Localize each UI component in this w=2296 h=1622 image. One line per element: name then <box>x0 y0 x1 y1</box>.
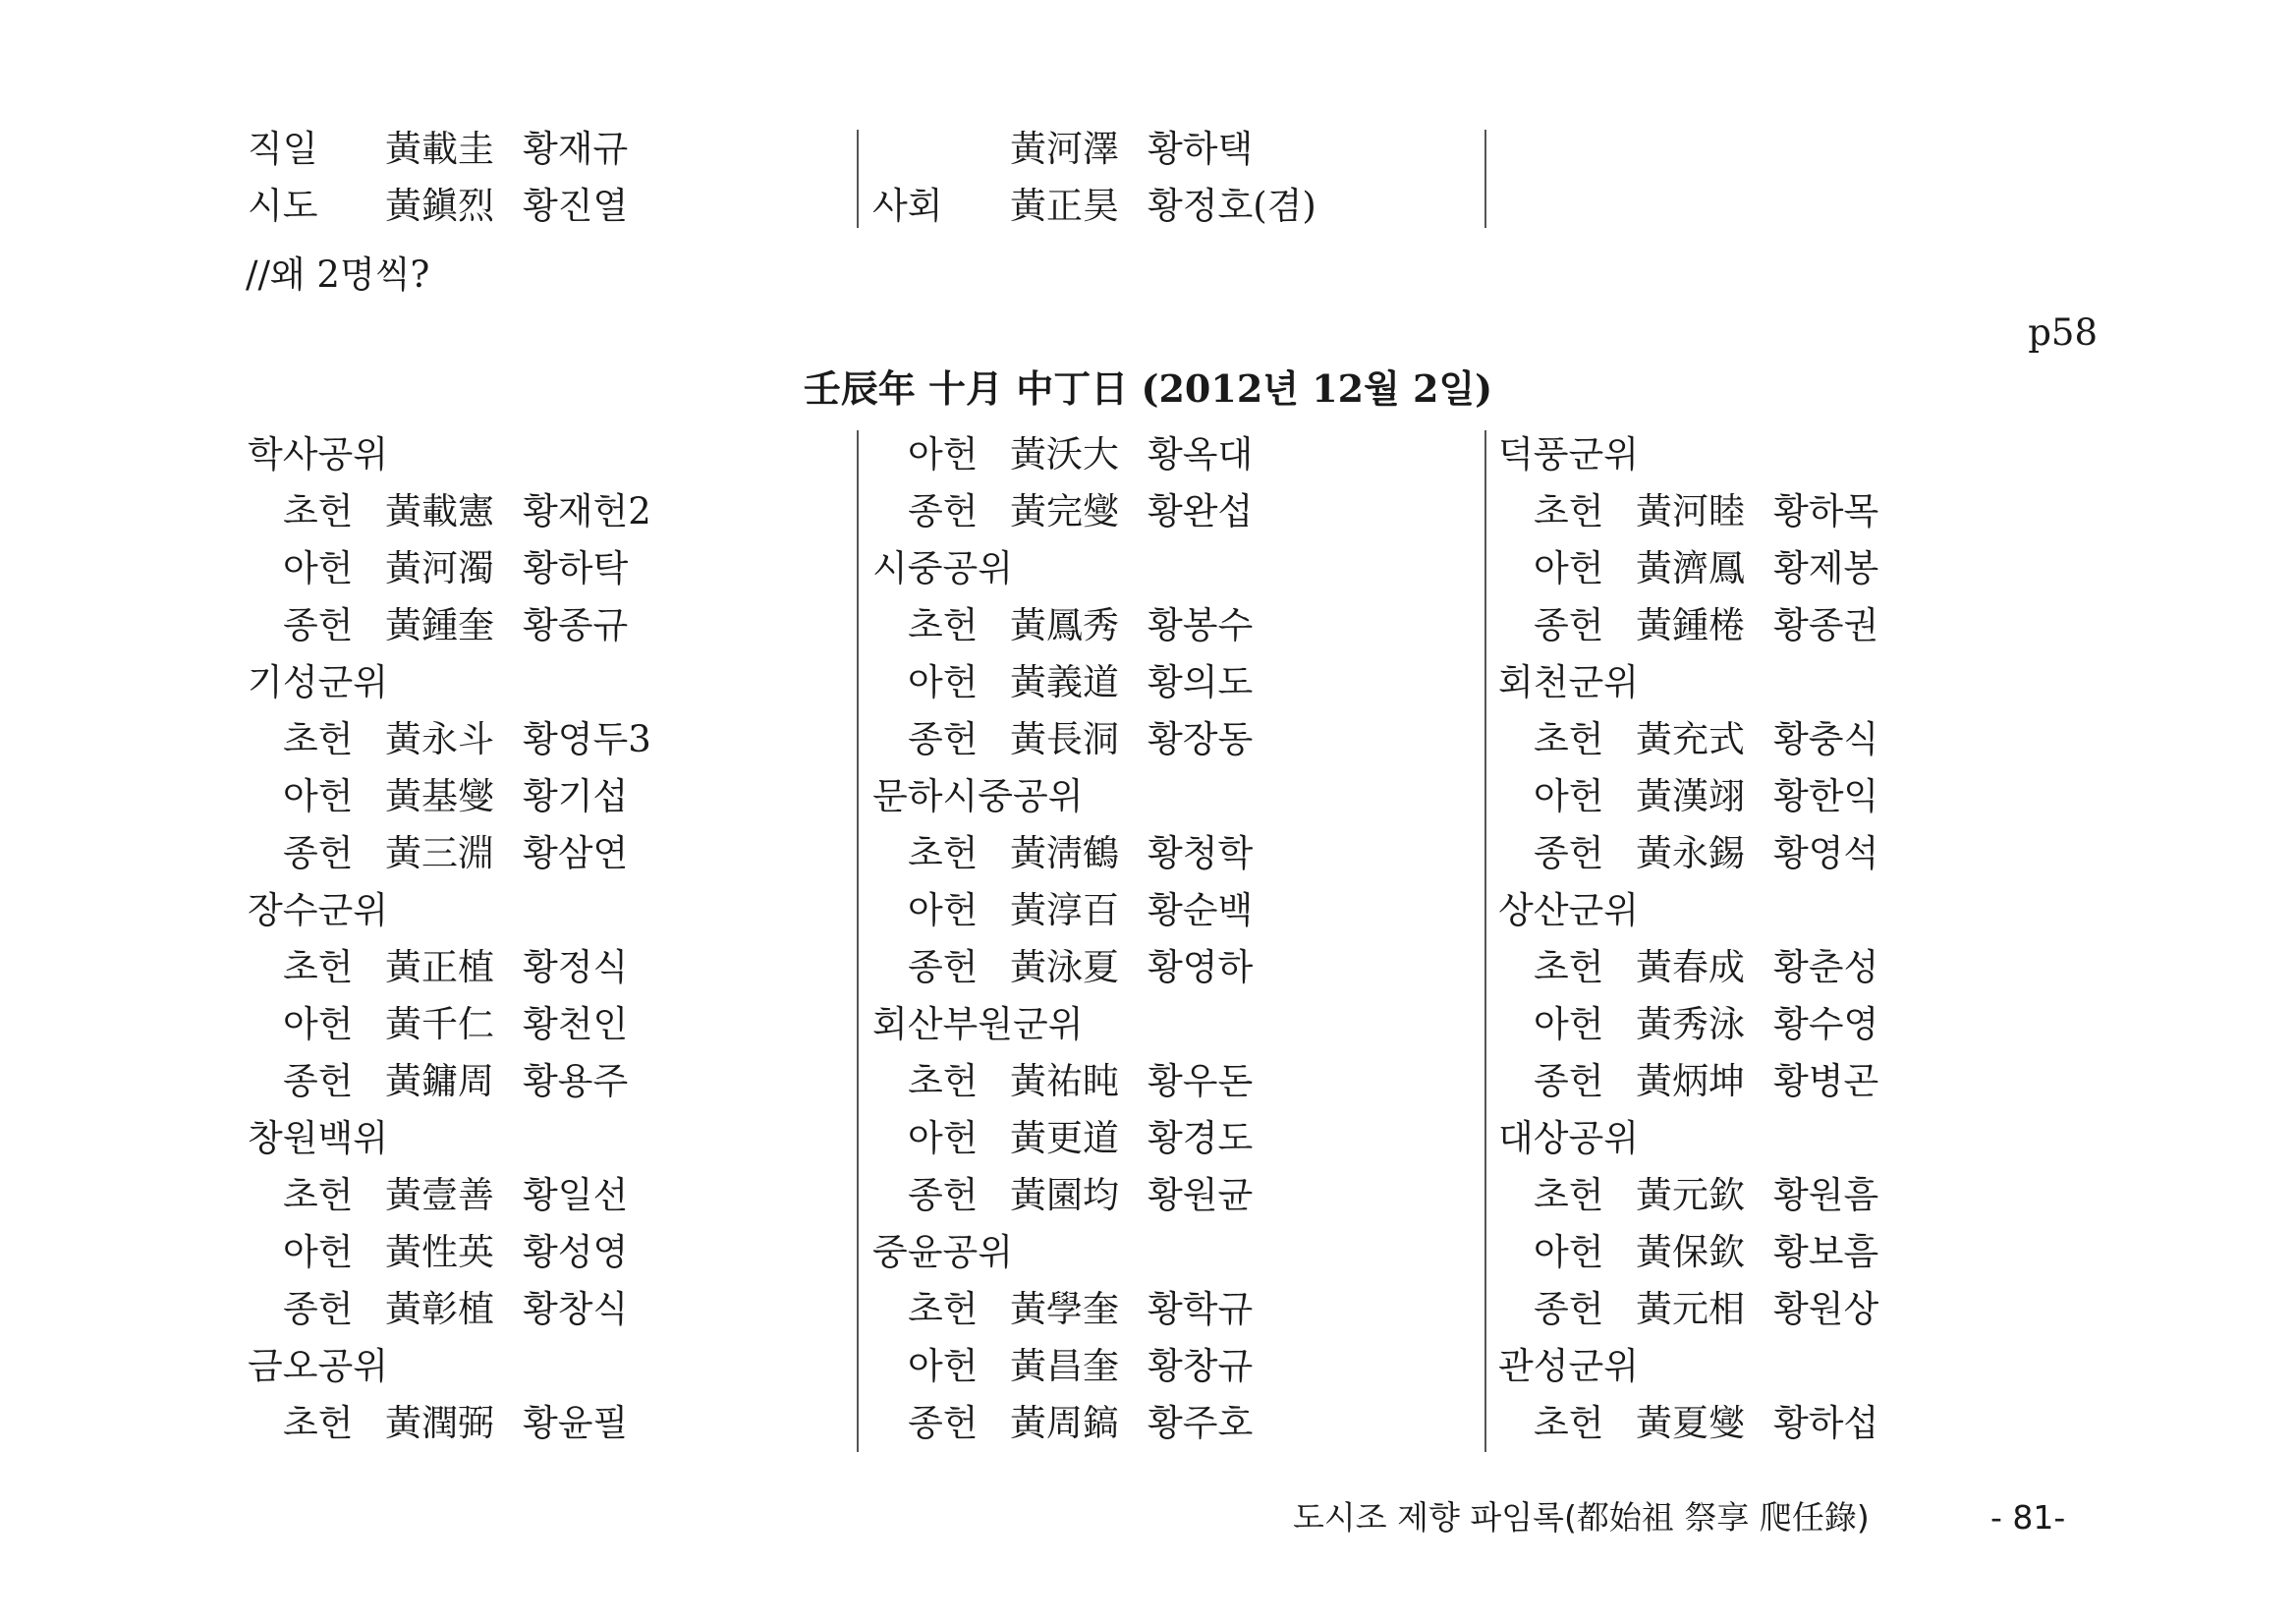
officiant-entry <box>1498 711 2088 768</box>
officiant-entry <box>872 711 1462 768</box>
group-label: 문하시중공위 <box>872 775 1084 817</box>
hangul-name: 황하탁 <box>523 547 629 589</box>
role-label: 초헌 <box>908 1060 979 1102</box>
hanja-name: 黃基燮 <box>385 775 494 817</box>
group-label: 창원백위 <box>248 1117 388 1159</box>
shrine-group-heading <box>1498 882 2088 939</box>
officiant-entry <box>872 1053 1462 1110</box>
role-label: 종헌 <box>908 490 979 532</box>
group-label: 중윤공위 <box>872 1231 1013 1273</box>
officiant-entry <box>1498 1395 2088 1452</box>
role-label: 초헌 <box>1534 490 1604 532</box>
role-label: 사회 <box>872 185 943 227</box>
hangul-name: 황윤필 <box>523 1402 629 1444</box>
shrine-group-heading <box>1498 426 2088 483</box>
hanja-name: 黃周鎬 <box>1010 1402 1119 1444</box>
group-label: 기성군위 <box>248 661 388 703</box>
group-label: 회천군위 <box>1498 661 1639 703</box>
hanja-name: 黃夏燮 <box>1636 1402 1745 1444</box>
role-label: 아헌 <box>1534 775 1604 817</box>
group-label: 시중공위 <box>872 547 1013 589</box>
officiant-entry <box>872 1395 1462 1452</box>
officiant-entry <box>1498 540 2088 597</box>
officiant-entry <box>248 939 837 996</box>
officiant-entry <box>248 1167 837 1224</box>
role-label: 종헌 <box>1534 1060 1604 1102</box>
hanja-name: 黃彰植 <box>385 1288 494 1330</box>
officiant-entry <box>248 768 837 825</box>
hangul-name: 황창규 <box>1148 1345 1254 1387</box>
column-divider-left <box>857 430 859 1452</box>
hanja-name: 黃鏞周 <box>385 1060 494 1102</box>
role-label: 아헌 <box>908 433 979 475</box>
shrine-group-heading <box>248 426 837 483</box>
officiant-entry <box>872 483 1462 540</box>
hangul-name: 황종권 <box>1773 604 1879 646</box>
role-label: 시도 <box>248 185 318 227</box>
hangul-name: 황병곤 <box>1773 1060 1879 1102</box>
hanja-name: 黃永斗 <box>385 718 494 760</box>
hanja-name: 黃鍾奎 <box>385 604 494 646</box>
role-label: 직일 <box>248 128 318 170</box>
role-label: 초헌 <box>1534 718 1604 760</box>
role-label: 초헌 <box>908 1288 979 1330</box>
officiant-entry <box>872 654 1462 711</box>
hanja-name: 黃炳坤 <box>1636 1060 1745 1102</box>
hanja-name: 黃元相 <box>1636 1288 1745 1330</box>
role-label: 아헌 <box>1534 1003 1604 1045</box>
hangul-name: 황영하 <box>1148 946 1254 988</box>
role-label: 아헌 <box>283 547 354 589</box>
role-label: 종헌 <box>1534 604 1604 646</box>
group-label: 대상공위 <box>1498 1117 1639 1159</box>
group-label: 학사공위 <box>248 433 388 475</box>
shrine-group-heading <box>248 1110 837 1167</box>
hangul-name: 황원균 <box>1148 1174 1254 1216</box>
hangul-name: 황하택 <box>1148 128 1254 170</box>
officiant-entry <box>872 882 1462 939</box>
top-divider-right <box>1484 130 1486 228</box>
hanja-name: 黃永錫 <box>1636 832 1745 874</box>
ceremony-date-heading: 壬辰年 十月 中丁日 (2012년 12월 2일) <box>803 366 1493 411</box>
role-label: 초헌 <box>908 832 979 874</box>
shrine-group-heading <box>248 1338 837 1395</box>
hanja-name: 黃河濁 <box>385 547 494 589</box>
hangul-name: 황종규 <box>523 604 629 646</box>
hangul-name: 황한익 <box>1773 775 1879 817</box>
officiant-entry <box>872 597 1462 654</box>
officiant-entry <box>1498 939 2088 996</box>
role-label: 초헌 <box>283 1174 354 1216</box>
hanja-name: 黃學奎 <box>1010 1288 1119 1330</box>
group-label: 상산군위 <box>1498 889 1639 931</box>
hanja-name: 黃沃大 <box>1010 433 1119 475</box>
hangul-name: 황원상 <box>1773 1288 1879 1330</box>
margin-note: //왜 2명씩? <box>246 253 430 296</box>
hangul-name: 황일선 <box>523 1174 629 1216</box>
officiant-entry <box>872 1338 1462 1395</box>
hangul-name: 황성영 <box>523 1231 629 1273</box>
hangul-name: 황우돈 <box>1148 1060 1254 1102</box>
hanja-name: 黃河睦 <box>1636 490 1745 532</box>
group-label: 관성군위 <box>1498 1345 1639 1387</box>
officiant-entry <box>1498 597 2088 654</box>
hangul-name: 황삼연 <box>523 832 629 874</box>
hangul-name: 황보흠 <box>1773 1231 1879 1273</box>
hangul-name: 황완섭 <box>1148 490 1254 532</box>
hangul-name: 황진열 <box>523 185 629 227</box>
hanja-name: 黃三淵 <box>385 832 494 874</box>
group-label: 장수군위 <box>248 889 388 931</box>
hanja-name: 黃保欽 <box>1636 1231 1745 1273</box>
role-label: 종헌 <box>908 1174 979 1216</box>
hangul-name: 황의도 <box>1148 661 1254 703</box>
hangul-name: 황정호(겸) <box>1148 185 1316 227</box>
hangul-name: 황주호 <box>1148 1402 1254 1444</box>
top-divider-left <box>857 130 859 228</box>
hangul-name: 황학규 <box>1148 1288 1254 1330</box>
hanja-name: 黃祐盹 <box>1010 1060 1119 1102</box>
shrine-group-heading <box>1498 1338 2088 1395</box>
role-label: 초헌 <box>1534 1174 1604 1216</box>
officiant-entry <box>872 178 1462 235</box>
role-label: 아헌 <box>908 661 979 703</box>
hanja-name: 黃春成 <box>1636 946 1745 988</box>
role-label: 종헌 <box>908 718 979 760</box>
role-label: 종헌 <box>283 604 354 646</box>
hanja-name: 黃潤弼 <box>385 1402 494 1444</box>
shrine-group-heading <box>872 996 1462 1053</box>
officiant-entry <box>248 1053 837 1110</box>
officiant-entry <box>1498 768 2088 825</box>
officiant-entry <box>248 1281 837 1338</box>
hanja-name: 黃充式 <box>1636 718 1745 760</box>
officiant-entry <box>1498 483 2088 540</box>
officiant-entry <box>248 483 837 540</box>
shrine-group-heading <box>872 540 1462 597</box>
role-label: 종헌 <box>283 832 354 874</box>
hangul-name: 황수영 <box>1773 1003 1879 1045</box>
officiant-entry <box>248 121 837 178</box>
hangul-name: 황순백 <box>1148 889 1254 931</box>
hanja-name: 黃淳百 <box>1010 889 1119 931</box>
hangul-name: 황춘성 <box>1773 946 1879 988</box>
hanja-name: 黃長洞 <box>1010 718 1119 760</box>
officiant-entry <box>1498 1053 2088 1110</box>
role-label: 종헌 <box>1534 832 1604 874</box>
officiant-entry <box>872 121 1462 178</box>
shrine-group-heading <box>248 882 837 939</box>
shrine-group-heading <box>248 654 837 711</box>
officiant-entry <box>248 540 837 597</box>
officiant-entry <box>1498 825 2088 882</box>
officiant-entry <box>1498 1224 2088 1281</box>
officiant-entry <box>248 1395 837 1452</box>
officiant-entry <box>872 939 1462 996</box>
officiant-entry <box>248 996 837 1053</box>
hanja-name: 黃元欽 <box>1636 1174 1745 1216</box>
hangul-name: 황기섭 <box>523 775 629 817</box>
shrine-group-heading <box>872 768 1462 825</box>
hangul-name: 황하섭 <box>1773 1402 1879 1444</box>
hanja-name: 黃鎭烈 <box>385 185 494 227</box>
page-reference: p58 <box>2028 311 2098 354</box>
role-label: 초헌 <box>283 1402 354 1444</box>
hanja-name: 黃濟鳳 <box>1636 547 1745 589</box>
hanja-name: 黃性英 <box>385 1231 494 1273</box>
officiant-entry <box>872 825 1462 882</box>
role-label: 아헌 <box>283 775 354 817</box>
role-label: 아헌 <box>908 889 979 931</box>
hangul-name: 황충식 <box>1773 718 1879 760</box>
hangul-name: 황봉수 <box>1148 604 1254 646</box>
hanja-name: 黃正植 <box>385 946 494 988</box>
shrine-group-heading <box>1498 654 2088 711</box>
shrine-group-heading <box>872 1224 1462 1281</box>
role-label: 아헌 <box>283 1231 354 1273</box>
role-label: 아헌 <box>283 1003 354 1045</box>
hangul-name: 황제봉 <box>1773 547 1879 589</box>
hanja-name: 黃漢翊 <box>1636 775 1745 817</box>
hanja-name: 黃更道 <box>1010 1117 1119 1159</box>
shrine-group-heading <box>1498 1110 2088 1167</box>
hanja-name: 黃鳳秀 <box>1010 604 1119 646</box>
hangul-name: 황영석 <box>1773 832 1879 874</box>
role-label: 초헌 <box>283 946 354 988</box>
column-divider-right <box>1484 430 1486 1452</box>
hangul-name: 황영두3 <box>523 718 651 760</box>
role-label: 초헌 <box>1534 1402 1604 1444</box>
hanja-name: 黃載圭 <box>385 128 494 170</box>
hanja-name: 黃壹善 <box>385 1174 494 1216</box>
hanja-name: 黃義道 <box>1010 661 1119 703</box>
role-label: 초헌 <box>283 718 354 760</box>
role-label: 종헌 <box>283 1288 354 1330</box>
officiant-entry <box>1498 1281 2088 1338</box>
hangul-name: 황정식 <box>523 946 629 988</box>
officiant-entry <box>248 178 837 235</box>
role-label: 아헌 <box>1534 547 1604 589</box>
hanja-name: 黃昌奎 <box>1010 1345 1119 1387</box>
hangul-name: 황하목 <box>1773 490 1879 532</box>
group-label: 회산부원군위 <box>872 1003 1084 1045</box>
role-label: 종헌 <box>908 1402 979 1444</box>
role-label: 초헌 <box>1534 946 1604 988</box>
officiant-entry <box>872 1110 1462 1167</box>
officiant-entry <box>248 597 837 654</box>
officiant-entry <box>248 825 837 882</box>
hangul-name: 황천인 <box>523 1003 629 1045</box>
hangul-name: 황경도 <box>1148 1117 1254 1159</box>
hanja-name: 黃正昊 <box>1010 185 1119 227</box>
group-label: 덕풍군위 <box>1498 433 1639 475</box>
role-label: 아헌 <box>908 1345 979 1387</box>
role-label: 아헌 <box>1534 1231 1604 1273</box>
hangul-name: 황청학 <box>1148 832 1254 874</box>
officiant-entry <box>872 426 1462 483</box>
hanja-name: 黃泳夏 <box>1010 946 1119 988</box>
officiant-entry <box>248 711 837 768</box>
hanja-name: 黃完燮 <box>1010 490 1119 532</box>
group-label: 금오공위 <box>248 1345 388 1387</box>
hangul-name: 황장동 <box>1148 718 1254 760</box>
officiant-entry <box>1498 1167 2088 1224</box>
officiant-entry <box>248 1224 837 1281</box>
hangul-name: 황창식 <box>523 1288 629 1330</box>
book-title-footer: 도시조 제향 파임록(都始祖 祭享 爬任錄) <box>1293 1498 1870 1537</box>
hanja-name: 黃園均 <box>1010 1174 1119 1216</box>
officiant-entry <box>1498 996 2088 1053</box>
page-number: - 81- <box>1990 1498 2066 1537</box>
role-label: 종헌 <box>283 1060 354 1102</box>
hangul-name: 황용주 <box>523 1060 629 1102</box>
role-label: 초헌 <box>908 604 979 646</box>
hangul-name: 황원흠 <box>1773 1174 1879 1216</box>
hanja-name: 黃千仁 <box>385 1003 494 1045</box>
hangul-name: 황재규 <box>523 128 629 170</box>
hanja-name: 黃鍾棬 <box>1636 604 1745 646</box>
role-label: 아헌 <box>908 1117 979 1159</box>
hangul-name: 황재헌2 <box>523 490 651 532</box>
officiant-entry <box>872 1167 1462 1224</box>
role-label: 초헌 <box>283 490 354 532</box>
officiant-entry <box>872 1281 1462 1338</box>
role-label: 종헌 <box>1534 1288 1604 1330</box>
hangul-name: 황옥대 <box>1148 433 1254 475</box>
hanja-name: 黃秀泳 <box>1636 1003 1745 1045</box>
hanja-name: 黃河澤 <box>1010 128 1119 170</box>
hanja-name: 黃載憲 <box>385 490 494 532</box>
hanja-name: 黃淸鶴 <box>1010 832 1119 874</box>
role-label: 종헌 <box>908 946 979 988</box>
